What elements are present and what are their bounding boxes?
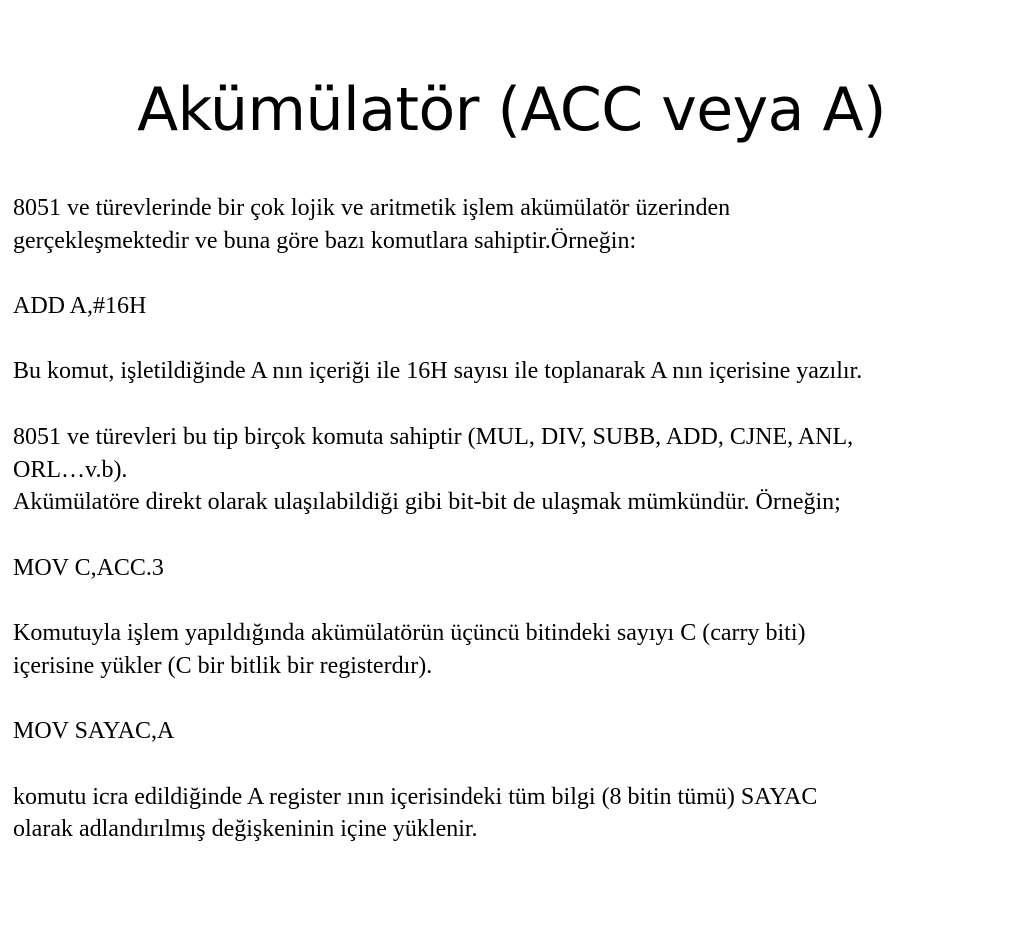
body-line: 8051 ve türevleri bu tip birçok komuta sahiptir (MUL, DIV, SUBB, ADD, CJNE, ANL, [13,423,854,450]
blank-line [13,323,1013,356]
code-line-add: ADD A,#16H [13,293,147,320]
blank-line [13,388,1013,421]
blank-line [13,257,1013,290]
body-line: Bu komut, işletildiğinde A nın içeriği ile 16H sayısı ile toplanarak A nın içerisine yazılır. [13,358,863,385]
body-line: komutu icra edildiğinde A register ının içerisindeki tüm bilgi (8 bitin tümü) SAYAC [13,783,818,810]
blank-line [13,682,1013,715]
body-line: Akümülatöre direkt olarak ulaşılabildiği gibi bit-bit de ulaşmak mümkündür. Örneğin; [13,489,841,516]
blank-line [13,519,1013,552]
body-line: içerisine yükler (C bir bitlik bir registerdır). [13,652,433,679]
slide-title: Akümülatör (ACC veya A) [137,75,886,145]
body-line: gerçekleşmektedir ve buna göre bazı komutlara sahiptir.Örneğin: [13,227,637,254]
body-line: 8051 ve türevlerinde bir çok lojik ve aritmetik işlem akümülatör üzerinden [13,195,731,221]
blank-line [13,584,1013,617]
body-line: Komutuyla işlem yapıldığında akümülatörün üçüncü bitindeki sayıyı C (carry biti) [13,620,806,647]
code-line-mov-c: MOV C,ACC.3 [13,554,164,581]
body-line: olarak adlandırılmış değişkeninin içine yüklenir. [13,816,478,843]
slide-body [13,192,1013,846]
code-line-mov-sayac: MOV SAYAC,A [13,718,175,745]
body-line: ORL…v.b). [13,456,128,483]
blank-line [13,748,1013,781]
